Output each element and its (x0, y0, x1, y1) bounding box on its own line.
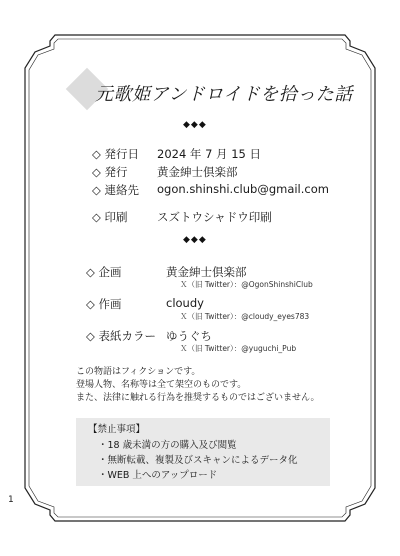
notice-item: ・無断転載、複製及びスキャンによるデータ化 (98, 455, 298, 466)
notice-item: ・18 歳未満の方の購入及び閲覧 (98, 440, 237, 451)
detail-value-contact: ogon.shinshi.club@gmail.com (157, 182, 329, 196)
credit-role-cover: ◇ 表紙カラー (86, 329, 156, 343)
credit-sns-art: Ｘ（旧 Twitter）：@cloudy_eyes783 (180, 312, 310, 321)
detail-label-contact: ◇ 連絡先 (92, 183, 139, 197)
separator: ◆◆◆ (183, 120, 207, 130)
detail-value-publisher: 黄金紳士倶楽部 (157, 165, 238, 179)
credit-name-cover: ゆうぐち (166, 329, 212, 343)
credit-role-planning: ◇ 企画 (86, 265, 122, 279)
detail-value-date: 2024 年 7 月 15 日 (157, 147, 261, 161)
separator: ◆◆◆ (183, 235, 207, 245)
book-title: 元歌姫アンドロイドを拾った話 (95, 84, 353, 105)
detail-label-date: ◇ 発行日 (92, 147, 139, 161)
disclaimer-line: 登場人物、名称等は全て架空のものです。 (76, 380, 247, 390)
disclaimer-line: この物語はフィクションです。 (76, 367, 201, 377)
notice-item: ・WEB 上へのアップロード (98, 470, 218, 481)
credit-role-art: ◇ 作画 (86, 297, 122, 311)
detail-label-publisher: ◇ 発行 (92, 165, 128, 179)
detail-label-printer: ◇ 印刷 (92, 210, 128, 224)
page-number: 1 (8, 495, 14, 505)
credit-name-art: cloudy (166, 296, 204, 310)
credit-name-planning: 黄金紳士倶楽部 (166, 265, 247, 279)
disclaimer-line: また、法律に触れる行為を推奨するものではございません。 (76, 393, 320, 403)
credit-sns-planning: Ｘ（旧 Twitter）：@OgonShinshiClub (180, 280, 313, 289)
notice-heading: 【禁止事項】 (88, 424, 146, 435)
credit-sns-cover: Ｘ（旧 Twitter）：@yuguchi_Pub (180, 344, 297, 353)
detail-value-printer: スズトウシャドウ印刷 (157, 210, 272, 224)
